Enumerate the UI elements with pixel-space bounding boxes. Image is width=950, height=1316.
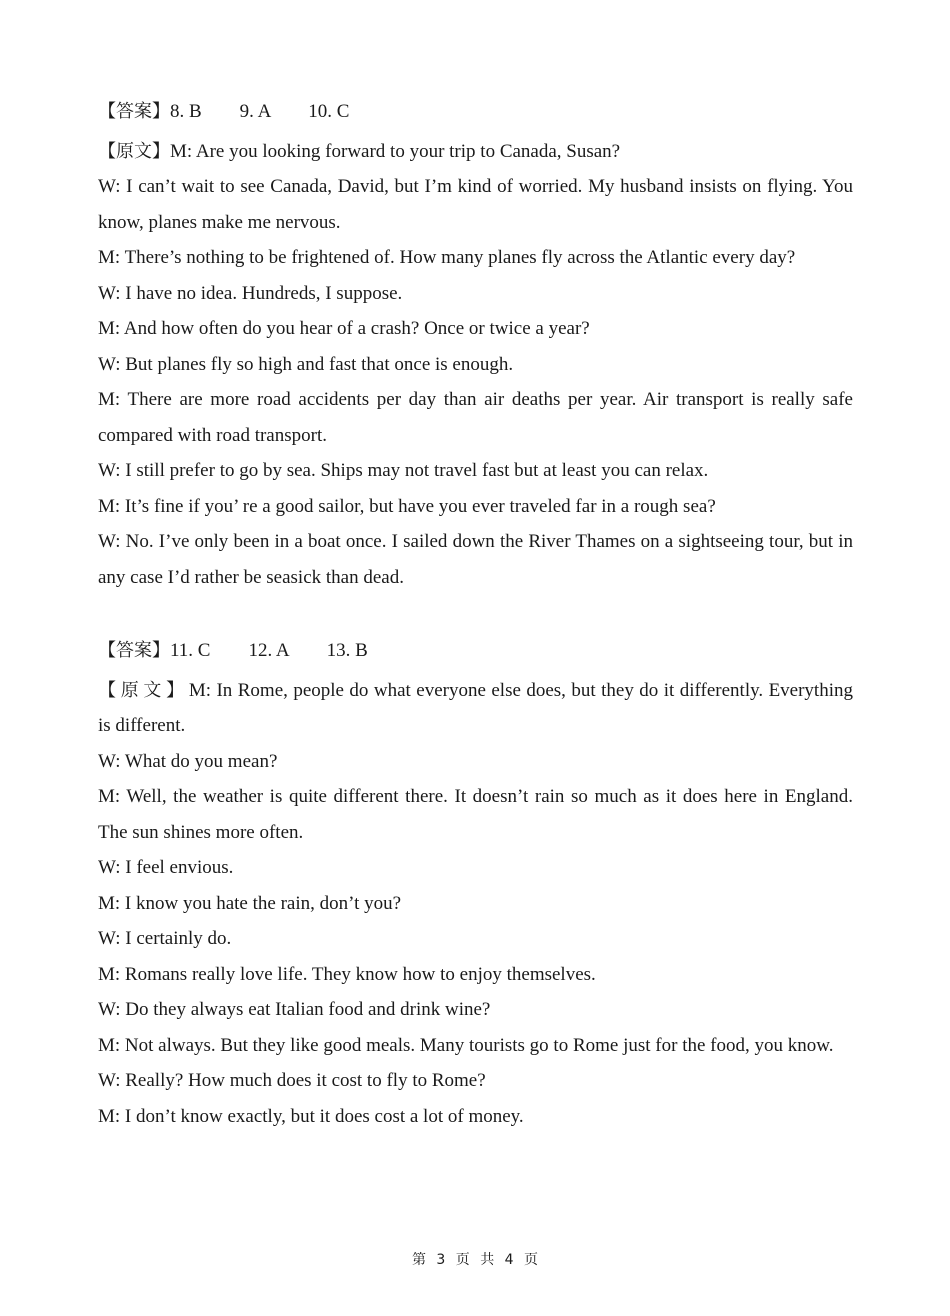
- transcript-line: 【原文】M: In Rome, people do what everyone else does, but they do it differently. Everything is different.: [98, 679, 853, 736]
- transcript-line: W: No. I’ve only been in a boat once. I sailed down the River Thames on a sightseeing tour, but in any case I’d rather be seasick than dead.: [98, 531, 853, 588]
- answer-values: 8. B 9. A 10. C: [170, 101, 350, 122]
- transcript-tag: 【原文】: [98, 679, 189, 701]
- transcript-line: W: Do they always eat Italian food and drink wine?: [98, 999, 491, 1020]
- answer-line: [98, 633, 853, 669]
- transcript-line: M: Not always. But they like good meals. Many tourists go to Rome just for the food, you know.: [98, 1034, 834, 1056]
- transcript-line: M: And how often do you hear of a crash? Once or twice a year?: [98, 318, 590, 339]
- transcript-line: M: I know you hate the rain, don’t you?: [98, 892, 402, 914]
- transcript-line: M: It’s fine if you’ re a good sailor, but have you ever traveled far in a rough sea?: [98, 495, 716, 517]
- section-spacer: [98, 595, 853, 633]
- transcript-tag: 【原文】: [98, 140, 170, 162]
- transcript-line: W: I can’t wait to see Canada, David, but I’m kind of worried. My husband insists on flying. You know, planes make me nervous.: [98, 176, 853, 233]
- document-body: [98, 94, 853, 1134]
- transcript-line: W: I feel envious.: [98, 857, 234, 878]
- transcript-line: W: What do you mean?: [98, 750, 278, 772]
- transcript-line: W: I certainly do.: [98, 928, 232, 949]
- transcript-line: W: I have no idea. Hundreds, I suppose.: [98, 282, 403, 304]
- answer-tag: 【答案】: [98, 101, 170, 122]
- answer-values: 11. C 12. A 13. B: [170, 640, 368, 661]
- answer-section-2: [98, 633, 853, 1134]
- answer-line: [98, 94, 853, 130]
- transcript-line: M: There’s nothing to be frightened of. How many planes fly across the Atlantic every day?: [98, 247, 796, 268]
- transcript-line: W: But planes fly so high and fast that once is enough.: [98, 353, 514, 375]
- answer-section-1: [98, 94, 853, 595]
- transcript-line: 【原文】M: Are you looking forward to your trip to Canada, Susan?: [98, 140, 621, 162]
- answer-tag: 【答案】: [98, 640, 170, 661]
- transcript-line: W: Really? How much does it cost to fly to Rome?: [98, 1070, 486, 1091]
- transcript-line: W: I still prefer to go by sea. Ships may not travel fast but at least you can relax.: [98, 460, 709, 481]
- transcript-line: M: Romans really love life. They know how to enjoy themselves.: [98, 963, 596, 985]
- transcript-line: M: There are more road accidents per day than air deaths per year. Air transport is really safe compared with road transport.: [98, 389, 853, 446]
- page-number-footer: 第 3 页 共 4 页: [411, 1252, 539, 1268]
- transcript-line: M: Well, the weather is quite different there. It doesn’t rain so much as it does here in England. The sun shines more often.: [98, 786, 853, 843]
- transcript-line: M: I don’t know exactly, but it does cost a lot of money.: [98, 1105, 524, 1127]
